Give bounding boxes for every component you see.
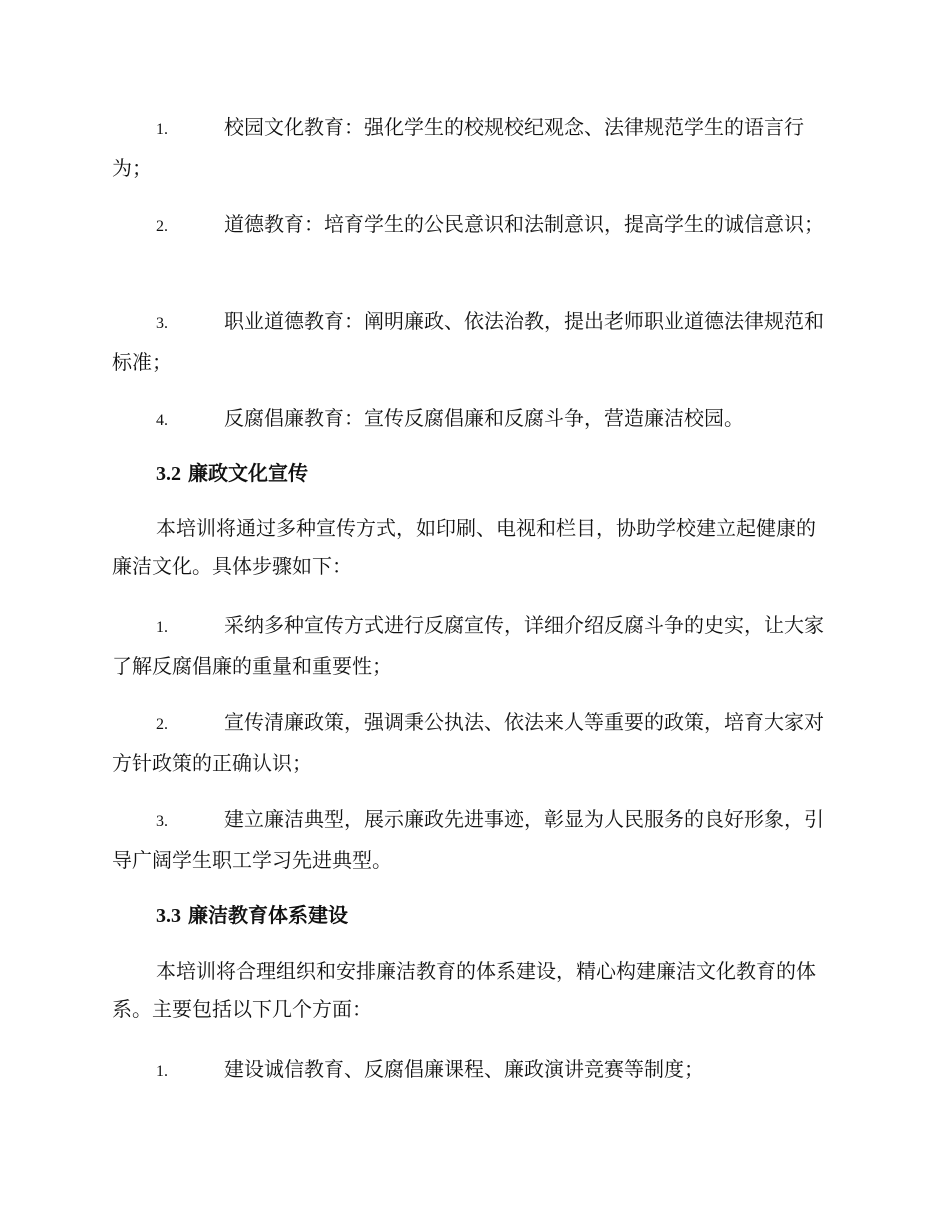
section-intro-text: 本培训将通过多种宣传方式，如印刷、电视和栏目，协助学校建立起健康的廉洁文化。具体步骤如下： xyxy=(112,516,816,578)
list-item-number: 3. xyxy=(156,813,168,830)
section-number: 3.3 xyxy=(156,905,181,927)
list-item-number: 1. xyxy=(156,121,168,138)
list-item-text: 反腐倡廉教育：宣传反腐倡廉和反腐斗争，营造廉洁校园。 xyxy=(224,406,744,430)
section-intro-text: 本培训将合理组织和安排廉洁教育的体系建设，精心构建廉洁文化教育的体系。主要包括以下几个方面： xyxy=(112,959,816,1021)
list-item xyxy=(112,108,834,187)
list-item-number: 4. xyxy=(156,412,168,429)
list-item-text: 宣传清廉政策，强调秉公执法、依法来人等重要的政策，培育大家对方针政策的正确认识； xyxy=(112,710,824,775)
list-item-number: 3. xyxy=(156,315,168,332)
list-item-text: 道德教育：培育学生的公民意识和法制意识，提高学生的诚信意识； xyxy=(224,212,824,236)
list-item xyxy=(112,703,834,782)
section-title: 廉洁教育体系建设 xyxy=(187,903,348,927)
list-item xyxy=(112,606,834,685)
list-item xyxy=(112,800,834,879)
list-item-text: 建立廉洁典型，展示廉政先进事迹，彰显为人民服务的良好形象，引导广阔学生职工学习先进典型。 xyxy=(112,807,824,872)
list-item-number: 2. xyxy=(156,218,168,235)
section-heading xyxy=(156,896,348,935)
list-item-text: 建设诚信教育、反腐倡廉课程、廉政演讲竞赛等制度； xyxy=(224,1057,704,1081)
section-number: 3.2 xyxy=(156,463,181,485)
section-heading xyxy=(156,454,308,493)
list-item-number: 2. xyxy=(156,716,168,733)
section-intro xyxy=(112,952,834,1028)
list-item-text: 校园文化教育：强化学生的校规校纪观念、法律规范学生的语言行为； xyxy=(112,115,804,180)
list-item-text: 采纳多种宣传方式进行反腐宣传，详细介绍反腐斗争的史实，让大家了解反腐倡廉的重量和重要性； xyxy=(112,613,824,678)
list-item-number: 1. xyxy=(156,619,168,636)
section-intro xyxy=(112,509,834,585)
section-title: 廉政文化宣传 xyxy=(187,461,308,485)
list-item xyxy=(112,302,834,381)
list-item xyxy=(112,1050,834,1091)
list-item-text: 职业道德教育：阐明廉政、依法治教，提出老师职业道德法律规范和标准； xyxy=(112,309,824,374)
list-item xyxy=(112,399,834,440)
list-item-number: 1. xyxy=(156,1063,168,1080)
list-item xyxy=(112,205,834,246)
